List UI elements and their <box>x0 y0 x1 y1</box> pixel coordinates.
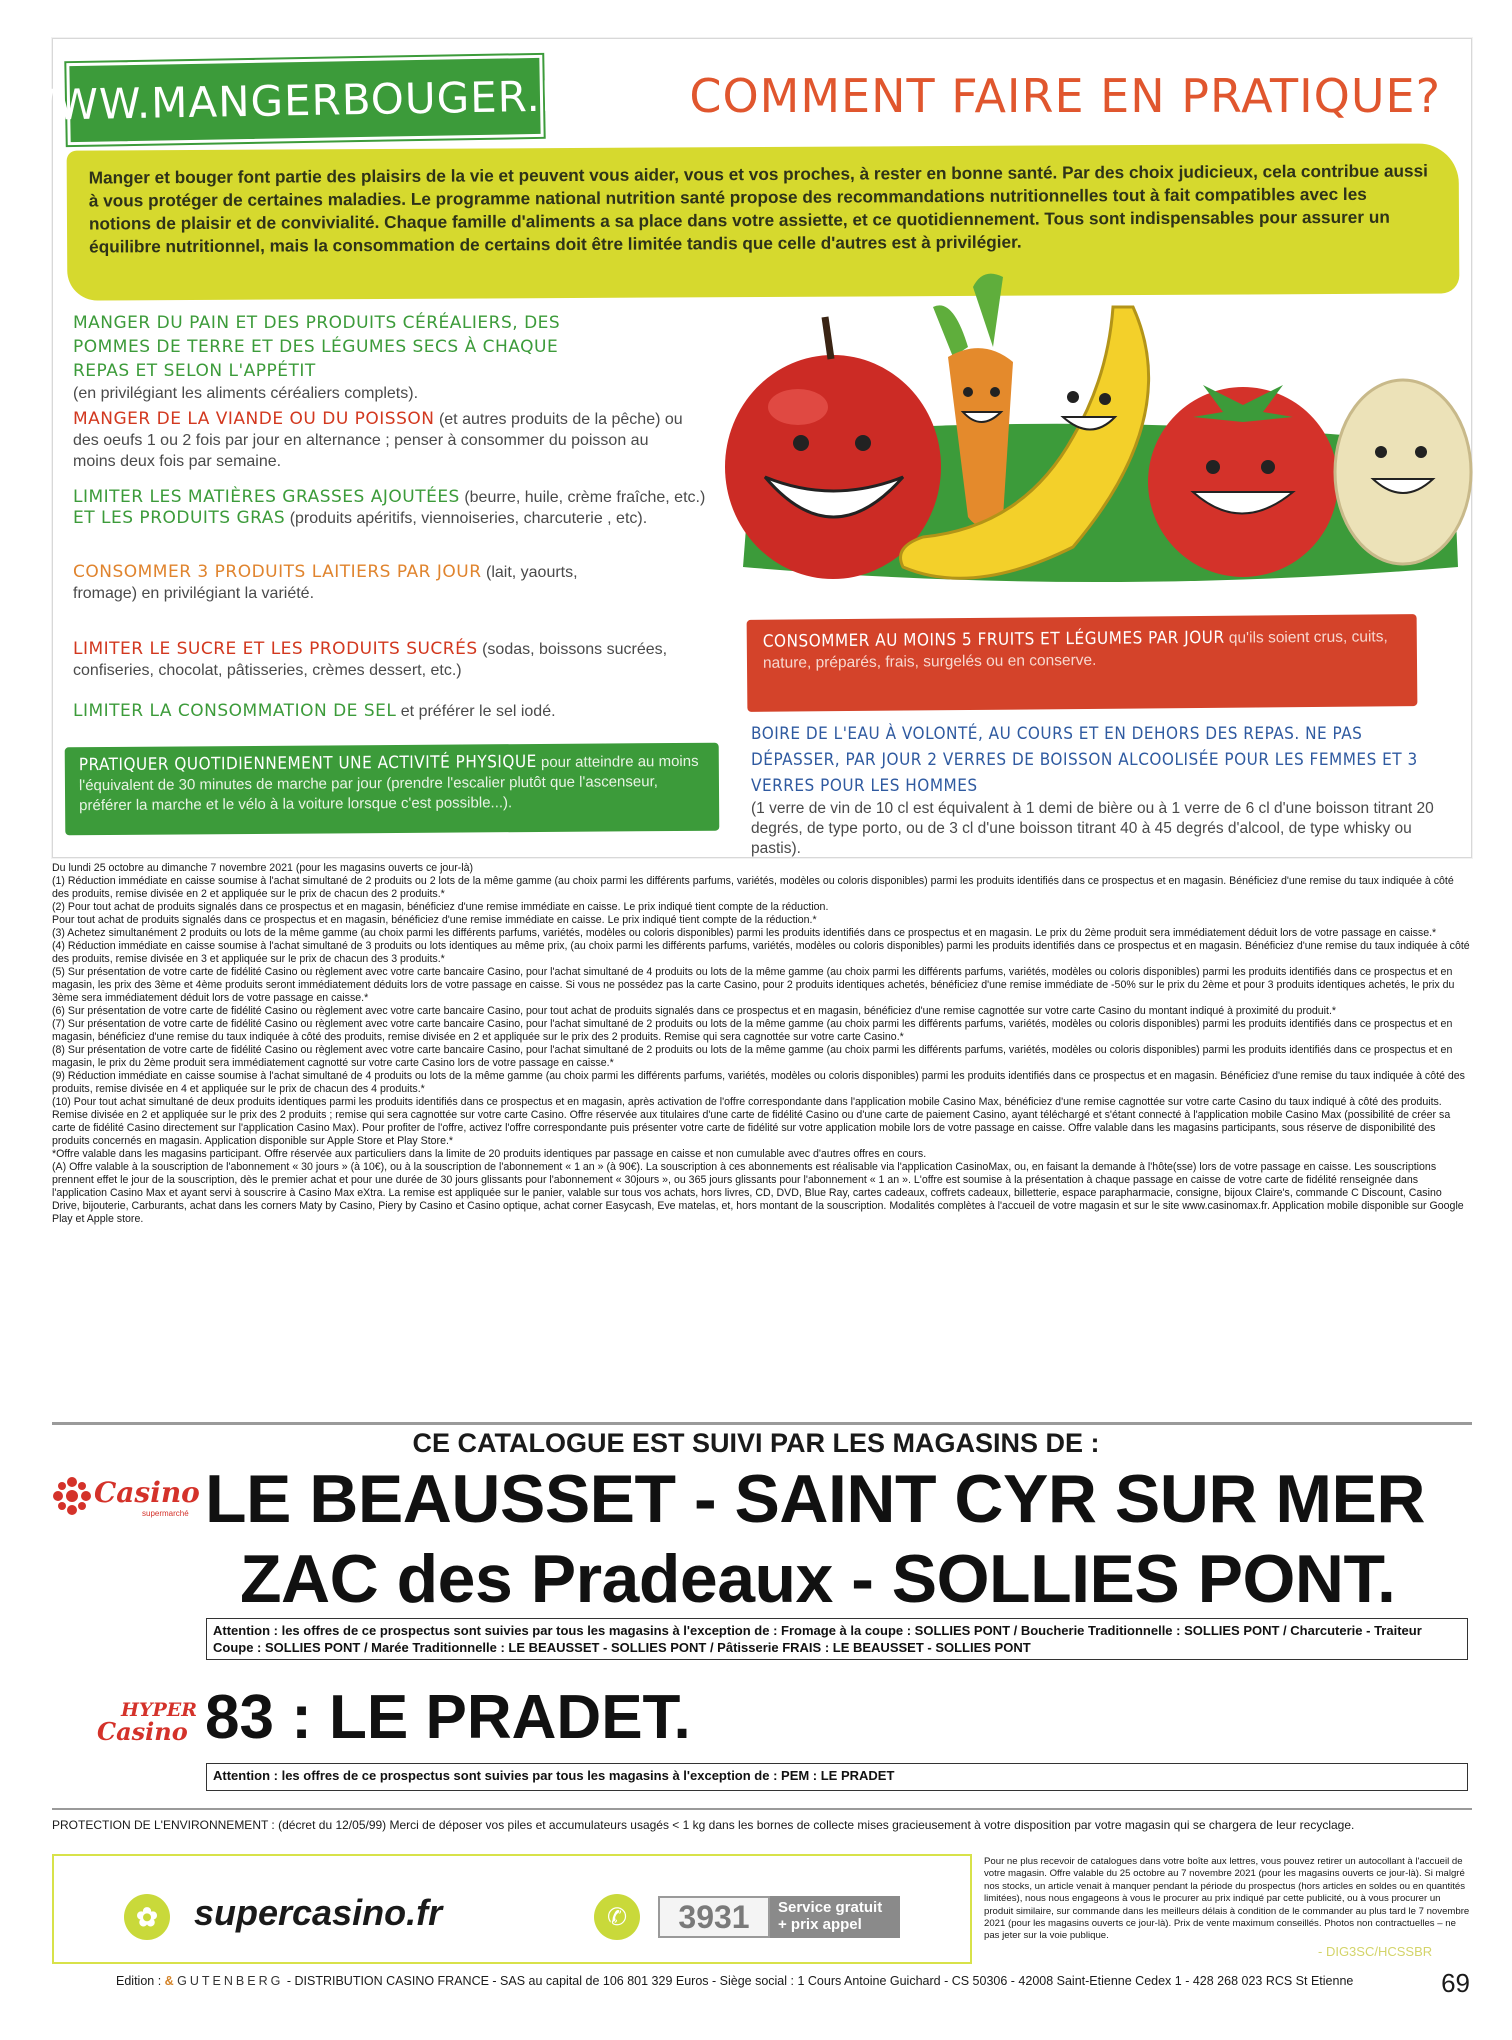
recommendation-text: (en privilégiant les aliments céréaliers complets). <box>73 385 419 402</box>
environment-notice: PROTECTION DE L'ENVIRONNEMENT : (décret du 12/05/99) Merci de déposer vos piles et accumulateurs usagés < 1 kg dans les bornes de collecte mises gracieusement à votre disposition par votre magasin qui se chargera de leur recyclage. <box>52 1818 1355 1832</box>
legal-line: (1) Réduction immédiate en caisse soumise à l'achat simultané de 2 produits ou 2 lots de la même gamme (au choix parmi les différents parfums, variétés, modèles ou coloris disponibles) parmi les produits identifiés dans ce prospectus et en magasin. Bénéficiez d'une remise du taux indiquée à côté des produits, remise divisée en 2 et appliquée sur le prix de chacun des 2 produits.* <box>52 875 1454 900</box>
supercasino-icon: ✿ <box>124 1894 170 1940</box>
activity-text: pour atteindre au moins l'équivalent de 30 minutes de marche par jour (prendre l'escalier plutôt que l'ascenseur, préférer la marche et le vélo à la voiture lorsque c'est possible...). <box>78 752 699 815</box>
phone-icon: ✆ <box>594 1894 640 1940</box>
stores-exceptions-notice: Attention : les offres de ce prospectus sont suivies par tous les magasins à l'exception de : Fromage à la coupe : SOLLIES PONT / Boucherie Traditionnelle : SOLLIES PONT / Charcuterie - Traiteur Coupe : SOLLIES PONT / Marée Traditionnelle : LE BEAUSSET - SOLLIES PONT / Pâtisserie FRAIS : LE BEAUSSET - SOLLIES PONT <box>206 1618 1468 1660</box>
hyper-casino-logo <box>95 1696 201 1748</box>
activity-box <box>65 743 720 836</box>
legal-line: (9) Réduction immédiate en caisse soumise à l'achat simultané de 4 produits ou lots de la même gamme (au choix parmi les différents parfums, variétés, modèles ou coloris disponibles) parmi les produits identifiés dans ce prospectus et en magasin. Bénéficiez d'une remise du taux indiquée à côté des produits, remise divisée en 4 et appliquée sur le prix de chacun des 4 produits.* <box>52 1070 1465 1095</box>
intro-text: Manger et bouger font partie des plaisirs de la vie et peuvent vous aider, vous et vos proches, à rester en bonne santé. Par des choix judicieux, cela contribue aussi à vous protéger de certaines maladies. Le programme national nutrition santé propose des recommandations nutritionnelles tout à fait compatibles avec les notions de plaisir et de convivialité. Chaque famille d'aliments a sa place dans votre assiette, et ce quotidiennement. Tous sont indispensables pour assurer un équilibre nutritionnel, mais la consommation de certains doit être limitée tandis que celle d'autres est à privilégier. <box>88 160 1428 257</box>
apple-illustration <box>725 317 941 579</box>
water-text: (1 verre de vin de 10 cl est équivalent à 1 demi de bière ou à 1 verre de 6 cl d'une boisson titrant 20 degrés, de type porto, ou de 3 cl d'une boisson titrant 40 à 45 degrés d'alcool, de type whisky ou pastis). <box>751 800 1434 857</box>
service-label <box>770 1896 900 1938</box>
casino-logo-text: Casino <box>94 1476 200 1509</box>
recommendation-heading-2: ET LES PRODUITS GRAS <box>73 508 286 528</box>
page-number: 69 <box>1441 1968 1470 1998</box>
stores-heading: CE CATALOGUE EST SUIVI PAR LES MAGASINS DE : <box>412 1428 1100 1458</box>
website-banner[interactable] <box>13 55 597 145</box>
divider <box>52 1808 1472 1810</box>
legal-line: (8) Sur présentation de votre carte de fidélité Casino ou règlement avec votre carte bancaire Casino, pour l'achat simultané de 2 produits ou lots de la même gamme (au choix parmi les différents parfums, variétés, modèles ou coloris disponibles) parmi les produits identifiés dans ce prospectus et en magasin, le prix du 2ème produit sera immédiatement cagnotté sur votre carte Casino lors de votre passage en caisse.* <box>52 1044 1453 1069</box>
edition-prefix: Edition : <box>116 1974 162 1988</box>
recommendation-text: (et autres produits de la pêche) ou des oeufs 1 ou 2 fois par jour en alternance ; penser à consommer du poisson au moins deux fois par semaine. <box>73 411 683 470</box>
legal-line: (3) Achetez simultanément 2 produits ou lots de la même gamme (au choix parmi les différents parfums, variétés, modèles ou coloris disponibles) parmi les produits identifiés dans ce prospectus et en magasin. Le prix du 2ème produit sera immédiatement déduit lors de votre passage en caisse.* <box>52 927 1437 939</box>
panel-title: COMMENT FAIRE EN PRATIQUE? <box>689 69 1441 123</box>
catalogue-code: - DIG3SC/HCSSBR <box>1318 1944 1433 1959</box>
recommendation-dairy <box>73 562 633 604</box>
service-line-1: Service gratuit <box>778 1899 883 1916</box>
water-heading: BOIRE DE L'EAU À VOLONTÉ, AU COURS ET EN DEHORS DES REPAS. NE PAS DÉPASSER, PAR JOUR 2 VERRES DE BOISSON ALCOOLISÉE POUR LES FEMMES ET 3 VERRES POUR LES HOMMES <box>751 724 1418 796</box>
legal-conditions <box>52 862 1472 1226</box>
legal-line: (A) Offre valable à la souscription de l'abonnement « 30 jours » (à 10€), ou à la souscription de l'abonnement « 1 an » (à 90€). La souscription à ces abonnements est réalisable via l'application CasinoMax, ou, en faisant la demande à l'hôte(sse) lors de votre passage en caisse. Les souscriptions prennent effet le jour de la souscription, dès le premier achat et pour une durée de 30 jours glissants pour l'abonnement « 30jours », ou 365 jours glissants pour l'abonnement « 1 an ». L'offre est soumise à la présentation à chaque passage en caisse de votre carte de fidélité renseignée dans l'application Casino Max et ayant servi à souscrire à Casino Max eXtra. La remise est appliquée sur le panier, valable sur tous vos achats, hors livres, CD, DVD, Blue Ray, cartes cadeaux, coffrets cadeaux, billetterie, espace parapharmacie, consigne, bijoux Claire's, commande C Discount, Casino Drive, bijouterie, Carburants, achat dans les corners Maty by Casino, Piery by Casino et Casino optique, achat corner Easycash, Eve matelas, et, hors montant de la souscription. Modalités complètes à l'accueil de votre magasin et sur le site www.casinomax.fr. Application mobile disponible sur Google Play et Apple store. <box>52 1161 1464 1225</box>
edition-brand: GUTENBERG <box>177 1974 284 1988</box>
legal-line: *Offre valable dans les magasins participant. Offre réservée aux particuliers dans la limite de 20 produits identiques par passage en caisse et non cumulable avec d'autres offres en cours. <box>52 1148 927 1160</box>
legal-line: Pour tout achat de produits signalés dans ce prospectus et en magasin, bénéficiez d'une remise immédiate en caisse. Le prix indiqué tient compte de la réduction.* <box>52 914 817 926</box>
hyper-logo-top: HYPER <box>121 1699 198 1721</box>
supercasino-link[interactable]: supercasino.fr <box>194 1892 443 1933</box>
recommendation-text: (lait, yaourts, fromage) en privilégiant la variété. <box>73 564 578 602</box>
recommendation-sugar <box>73 639 673 681</box>
edition-text: - DISTRIBUTION CASINO FRANCE - SAS au capital de 106 801 329 Euros - Siège social : 1 Cours Antoine Guichard - CS 50306 - 42008 Saint-Etienne Cedex 1 - 428 268 023 RCS St Etienne <box>286 1974 1354 1988</box>
casino-logo-sub: supermarché <box>142 1509 189 1518</box>
legal-line: (10) Pour tout achat simultané de deux produits identiques parmi les produits identifiés dans ce prospectus et en magasin, après activation de l'offre correspondante dans l'application mobile Casino Max, bénéficiez d'une remise cagnottée sur votre carte Casino du taux indiqué à côté des produits. Remise divisée en 2 et appliquée sur le prix des 2 produits ; remise qui sera cagnottée sur votre carte Casino. Offre réservée aux titulaires d'une carte de fidélité Casino ou d'une carte de paiement Casino, ayant téléchargé et s'étant connecté à l'application mobile Casino Max (possibilité de créer sa carte de fidélité Casino directement sur l'application Casino Max). Pour profiter de l'offre, activez l'offre correspondante puis présenter votre carte de fidélité sur votre application mobile lors de votre passage en caisse. Offre valable dans les magasins participants, sous réserve de disponibilité des produits concernés en magasin. Application disponible sur Apple Store et Play Store.* <box>52 1096 1451 1147</box>
website-label: WWW.MANGERBOUGER.FR <box>13 70 597 130</box>
recommendation-heading: MANGER DU PAIN ET DES PRODUITS CÉRÉALIERS, DES POMMES DE TERRE ET DES LÉGUMES SECS À CHAQUE REPAS ET SELON L'APPÉTIT <box>73 313 561 381</box>
activity-heading: PRATIQUER QUOTIDIENNEMENT UNE ACTIVITÉ PHYSIQUE <box>78 751 537 776</box>
fruits-text: qu'ils soient crus, cuits, nature, préparés, frais, surgelés ou en conserve. <box>762 628 1388 672</box>
casino-supermarche-logo <box>50 1470 200 1528</box>
potato-illustration <box>1335 380 1471 564</box>
divider <box>52 1422 1472 1425</box>
legal-line: (2) Pour tout achat de produits signalés dans ce prospectus et en magasin, bénéficiez d'une remise immédiate en caisse. Le prix indiqué tient compte de la réduction. <box>52 901 829 913</box>
recommendation-text: et préférer le sel iodé. <box>400 703 556 720</box>
store-line-1: LE BEAUSSET - SAINT CYR SUR MER <box>205 1461 1425 1537</box>
recommendation-text-2: (produits apéritifs, viennoiseries, charcuterie , etc). <box>289 510 648 527</box>
recommendation-text: (sodas, boissons sucrées, confiseries, chocolat, pâtisseries, crèmes dessert, etc.) <box>73 641 668 679</box>
legal-line: (6) Sur présentation de votre carte de fidélité Casino ou règlement avec votre carte bancaire Casino, pour tout achat de produits signalés dans ce prospectus et en magasin, bénéficiez d'une remise cagnottée sur votre carte Casino du montant indiqué à proximité du produit.* <box>52 1005 1337 1017</box>
recommendation-fats <box>73 487 733 529</box>
water-recommendation <box>751 721 1451 859</box>
recommendation-heading: LIMITER LES MATIÈRES GRASSES AJOUTÉES <box>73 487 460 507</box>
recommendation-bread <box>73 311 633 404</box>
tomato-illustration <box>1148 385 1338 577</box>
recommendation-heading: MANGER DE LA VIANDE OU DU POISSON <box>73 409 435 429</box>
legal-line: (7) Sur présentation de votre carte de fidélité Casino ou règlement avec votre carte bancaire Casino, pour l'achat simultané de 2 produits ou lots de la même gamme (au choix parmi les différents parfums, variétés, modèles ou coloris disponibles) parmi les produits identifiés dans ce prospectus et en magasin, bénéficiez d'une remise du taux indiquée à côté des produits, remise divisée en 2 et appliquée sur le prix des 2 produits. Remise qui sera cagnottée sur votre carte Casino.* <box>52 1018 1453 1043</box>
fruits-heading: CONSOMMER AU MOINS 5 FRUITS ET LÉGUMES PAR JOUR <box>762 627 1225 652</box>
store-line-83: 83 : LE PRADET. <box>205 1683 691 1752</box>
recommendation-heading: CONSOMMER 3 PRODUITS LAITIERS PAR JOUR <box>73 562 482 582</box>
contact-box <box>52 1854 972 1964</box>
store-line-2: ZAC des Pradeaux - SOLLIES PONT. <box>240 1541 1396 1617</box>
phone-number[interactable]: 3931 <box>658 1896 770 1938</box>
service-line-2: + prix appel <box>778 1916 862 1933</box>
legal-line: Du lundi 25 octobre au dimanche 7 novembre 2021 (pour les magasins ouverts ce jour-là) <box>52 862 474 874</box>
recommendation-heading: LIMITER LA CONSOMMATION DE SEL <box>73 701 397 721</box>
fruits-vegetables-box <box>747 614 1418 712</box>
recommendation-text: (beurre, huile, crème fraîche, etc.) <box>464 489 706 506</box>
hyper-logo-bottom: Casino <box>97 1717 188 1746</box>
edition-line <box>116 1974 1353 1988</box>
hyper-exceptions-notice: Attention : les offres de ce prospectus sont suivies par tous les magasins à l'exception de : PEM : LE PRADET <box>206 1763 1468 1791</box>
recommendation-salt <box>73 701 633 722</box>
recommendation-heading: LIMITER LE SUCRE ET LES PRODUITS SUCRÉS <box>73 639 478 659</box>
smiling-fruits-illustration <box>713 267 1473 637</box>
recommendation-meat <box>73 409 693 472</box>
legal-line: (5) Sur présentation de votre carte de fidélité Casino ou règlement avec votre carte bancaire Casino, pour l'achat simultané de 4 produits ou lots de la même gamme (au choix parmi les différents parfums, variétés, modèles ou coloris disponibles) parmi les produits identifiés dans ce prospectus et en magasin, les prix des 3ème et 4ème produits seront immédiatement déduits lors de votre passage en caisse. Si vous ne possédez pas la carte Casino, pour 2 produits identiques achetés, bénéficiez d'une remise immédiate de -50% sur le prix du 2ème et pour 3 produits identiques achetés, le prix du 3ème sera immédiatement déduit lors de votre passage en caisse.* <box>52 966 1455 1004</box>
catalogue-notice: Pour ne plus recevoir de catalogues dans votre boîte aux lettres, vous pouvez retirer un autocollant à l'accueil de votre magasin. Offre valable du 25 octobre au 7 novembre 2021 (pour les magasins ouverts ce jour-là). Si malgré nos stocks, un article venait à manquer pendant la période du prospectus (hors articles en soldes ou en quantités limitées), nous nous engageons à vous le procurer au prix indiqué par cette publicité, ou à vous procurer un produit similaire, sur commande dans les meilleurs délais à condition de le commander au plus tard le 7 novembre 2021 (pour les magasins ouverts ce jour-là). Prix de vente maximum conseillés. Photos non contractuelles – ne pas jeter sur la voie publique. <box>984 1856 1470 1942</box>
gutenberg-icon: & <box>164 1974 174 1988</box>
nutrition-panel <box>13 38 1472 858</box>
legal-line: (4) Réduction immédiate en caisse soumise à l'achat simultané de 3 produits ou lots identiques au même prix, (au choix parmi les différents parfums, variétés, modèles ou coloris disponibles) parmi les produits identifiés dans ce prospectus et en magasin. Bénéficiez d'une remise du taux indiquée à côté des produits, remise divisée en 3 et appliquée sur le prix de chacun des 3 produits.* <box>52 940 1470 965</box>
